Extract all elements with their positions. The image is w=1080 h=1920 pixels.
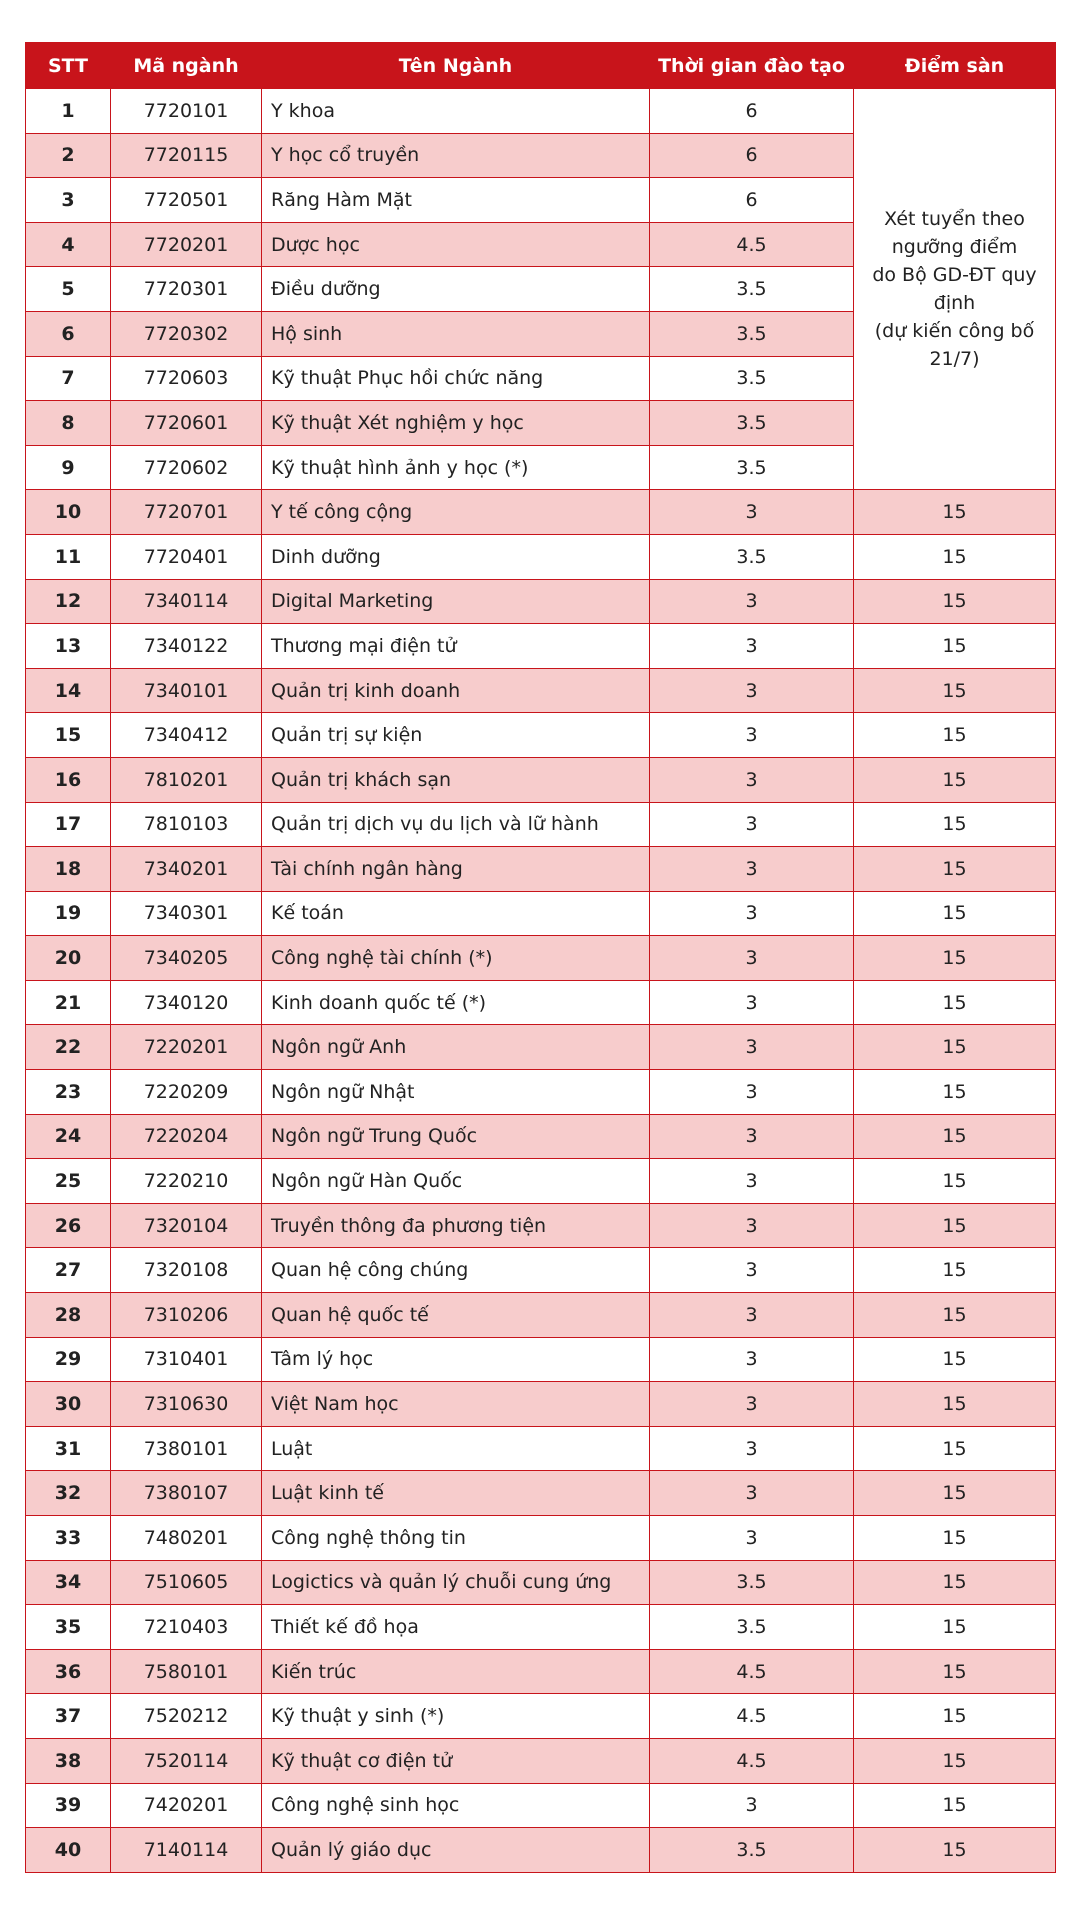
merged-diem-san-note (854, 89, 1056, 490)
cell-stt: 1 (26, 89, 111, 134)
cell-ma-nganh: 7320104 (111, 1203, 262, 1248)
cell-ten-nganh: Luật (262, 1426, 650, 1471)
cell-ten-nganh: Việt Nam học (262, 1382, 650, 1427)
table-row (26, 1337, 1056, 1382)
table-row (26, 1649, 1056, 1694)
cell-stt: 16 (26, 757, 111, 802)
cell-ten-nganh: Truyền thông đa phương tiện (262, 1203, 650, 1248)
cell-ma-nganh: 7340205 (111, 936, 262, 981)
cell-thoi-gian: 3.5 (650, 445, 854, 490)
cell-stt: 18 (26, 847, 111, 892)
cell-diem-san: 15 (854, 891, 1056, 936)
cell-stt: 13 (26, 624, 111, 669)
cell-thoi-gian: 3.5 (650, 267, 854, 312)
table-row (26, 1293, 1056, 1338)
note-line: (dự kiến công bố (874, 320, 1035, 343)
cell-thoi-gian: 3.5 (650, 311, 854, 356)
cell-thoi-gian: 3 (650, 1382, 854, 1427)
cell-stt: 29 (26, 1337, 111, 1382)
cell-thoi-gian: 3 (650, 936, 854, 981)
cell-diem-san: 15 (854, 1382, 1056, 1427)
cell-ten-nganh: Công nghệ tài chính (*) (262, 936, 650, 981)
cell-stt: 37 (26, 1694, 111, 1739)
cell-diem-san: 15 (854, 1694, 1056, 1739)
cell-stt: 19 (26, 891, 111, 936)
cell-ma-nganh: 7520212 (111, 1694, 262, 1739)
cell-thoi-gian: 3 (650, 980, 854, 1025)
cell-ten-nganh: Quan hệ công chúng (262, 1248, 650, 1293)
cell-stt: 33 (26, 1516, 111, 1561)
cell-thoi-gian: 3 (650, 1426, 854, 1471)
cell-ten-nganh: Hộ sinh (262, 311, 650, 356)
cell-thoi-gian: 3 (650, 802, 854, 847)
cell-ma-nganh: 7310630 (111, 1382, 262, 1427)
cell-stt: 28 (26, 1293, 111, 1338)
cell-stt: 30 (26, 1382, 111, 1427)
cell-ma-nganh: 7340122 (111, 624, 262, 669)
cell-ma-nganh: 7340114 (111, 579, 262, 624)
cell-stt: 14 (26, 668, 111, 713)
cell-ma-nganh: 7720602 (111, 445, 262, 490)
header-diem-san: Điểm sàn (854, 43, 1056, 89)
cell-ten-nganh: Kỹ thuật hình ảnh y học (*) (262, 445, 650, 490)
cell-thoi-gian: 3 (650, 1070, 854, 1115)
cell-ten-nganh: Logictics và quản lý chuỗi cung ứng (262, 1560, 650, 1605)
cell-stt: 35 (26, 1605, 111, 1650)
cell-ten-nganh: Quản trị sự kiện (262, 713, 650, 758)
cell-ten-nganh: Kế toán (262, 891, 650, 936)
cell-ten-nganh: Tâm lý học (262, 1337, 650, 1382)
table-row (26, 1070, 1056, 1115)
cell-diem-san: 15 (854, 757, 1056, 802)
cell-ma-nganh: 7720603 (111, 356, 262, 401)
cell-stt: 38 (26, 1738, 111, 1783)
table-row (26, 579, 1056, 624)
cell-ten-nganh: Kỹ thuật Phục hồi chức năng (262, 356, 650, 401)
cell-ma-nganh: 7510605 (111, 1560, 262, 1605)
header-thoi-gian: Thời gian đào tạo (650, 43, 854, 89)
cell-stt: 5 (26, 267, 111, 312)
cell-diem-san: 15 (854, 847, 1056, 892)
cell-ma-nganh: 7720701 (111, 490, 262, 535)
table-header (26, 43, 1056, 89)
cell-ma-nganh: 7340301 (111, 891, 262, 936)
cell-ma-nganh: 7720301 (111, 267, 262, 312)
cell-stt: 23 (26, 1070, 111, 1115)
cell-diem-san: 15 (854, 1025, 1056, 1070)
cell-ten-nganh: Luật kinh tế (262, 1471, 650, 1516)
cell-stt: 21 (26, 980, 111, 1025)
cell-stt: 17 (26, 802, 111, 847)
cell-ma-nganh: 7720201 (111, 222, 262, 267)
table-row (26, 1605, 1056, 1650)
cell-thoi-gian: 4.5 (650, 222, 854, 267)
cell-diem-san: 15 (854, 1783, 1056, 1828)
cell-thoi-gian: 3 (650, 1516, 854, 1561)
cell-ten-nganh: Kỹ thuật y sinh (*) (262, 1694, 650, 1739)
cell-ma-nganh: 7340201 (111, 847, 262, 892)
cell-stt: 34 (26, 1560, 111, 1605)
cell-diem-san: 15 (854, 1738, 1056, 1783)
cell-ma-nganh: 7310401 (111, 1337, 262, 1382)
cell-ten-nganh: Ngôn ngữ Anh (262, 1025, 650, 1070)
cell-stt: 6 (26, 311, 111, 356)
cell-ten-nganh: Dinh dưỡng (262, 534, 650, 579)
cell-thoi-gian: 4.5 (650, 1694, 854, 1739)
cell-ten-nganh: Quan hệ quốc tế (262, 1293, 650, 1338)
cell-thoi-gian: 3 (650, 490, 854, 535)
cell-ten-nganh: Y khoa (262, 89, 650, 134)
cell-stt: 3 (26, 178, 111, 223)
header-ma-nganh: Mã ngành (111, 43, 262, 89)
table-row (26, 980, 1056, 1025)
cell-ten-nganh: Quản lý giáo dục (262, 1828, 650, 1873)
cell-diem-san: 15 (854, 1649, 1056, 1694)
cell-diem-san: 15 (854, 1560, 1056, 1605)
cell-thoi-gian: 3 (650, 579, 854, 624)
cell-ten-nganh: Ngôn ngữ Trung Quốc (262, 1114, 650, 1159)
header-row (26, 43, 1056, 89)
cell-thoi-gian: 3.5 (650, 1560, 854, 1605)
table-row (26, 891, 1056, 936)
cell-thoi-gian: 3 (650, 1025, 854, 1070)
cell-thoi-gian: 3 (650, 713, 854, 758)
table-row (26, 1783, 1056, 1828)
cell-diem-san: 15 (854, 668, 1056, 713)
table-row (26, 1471, 1056, 1516)
cell-ma-nganh: 7210403 (111, 1605, 262, 1650)
cell-diem-san: 15 (854, 624, 1056, 669)
table-row (26, 1025, 1056, 1070)
cell-diem-san: 15 (854, 1471, 1056, 1516)
cell-ma-nganh: 7720302 (111, 311, 262, 356)
cell-thoi-gian: 3 (650, 757, 854, 802)
table-row (26, 757, 1056, 802)
header-ten-nganh: Tên Ngành (262, 43, 650, 89)
cell-diem-san: 15 (854, 1426, 1056, 1471)
admission-table (25, 42, 1056, 1873)
cell-stt: 12 (26, 579, 111, 624)
cell-ten-nganh: Dược học (262, 222, 650, 267)
cell-diem-san: 15 (854, 1114, 1056, 1159)
cell-ma-nganh: 7220201 (111, 1025, 262, 1070)
cell-thoi-gian: 3.5 (650, 401, 854, 446)
cell-ma-nganh: 7580101 (111, 1649, 262, 1694)
cell-stt: 36 (26, 1649, 111, 1694)
cell-thoi-gian: 3 (650, 1471, 854, 1516)
table-row (26, 1203, 1056, 1248)
cell-ma-nganh: 7810201 (111, 757, 262, 802)
table-row (26, 1516, 1056, 1561)
cell-ten-nganh: Điều dưỡng (262, 267, 650, 312)
cell-ma-nganh: 7140114 (111, 1828, 262, 1873)
table-row (26, 1248, 1056, 1293)
cell-diem-san: 15 (854, 1605, 1056, 1650)
cell-diem-san: 15 (854, 1070, 1056, 1115)
note-line: Xét tuyển theo (884, 208, 1025, 231)
cell-thoi-gian: 3 (650, 1203, 854, 1248)
cell-thoi-gian: 6 (650, 133, 854, 178)
cell-diem-san: 15 (854, 802, 1056, 847)
cell-ma-nganh: 7720601 (111, 401, 262, 446)
table-row (26, 802, 1056, 847)
cell-ma-nganh: 7220209 (111, 1070, 262, 1115)
cell-diem-san: 15 (854, 1248, 1056, 1293)
table-row (26, 936, 1056, 981)
cell-ten-nganh: Công nghệ thông tin (262, 1516, 650, 1561)
note-line: 21/7) (929, 348, 980, 371)
cell-stt: 10 (26, 490, 111, 535)
table-row (26, 1426, 1056, 1471)
cell-ma-nganh: 7380101 (111, 1426, 262, 1471)
cell-thoi-gian: 6 (650, 178, 854, 223)
cell-stt: 2 (26, 133, 111, 178)
cell-stt: 15 (26, 713, 111, 758)
cell-thoi-gian: 3.5 (650, 1828, 854, 1873)
cell-stt: 31 (26, 1426, 111, 1471)
cell-ma-nganh: 7810103 (111, 802, 262, 847)
table-row (26, 1694, 1056, 1739)
cell-stt: 9 (26, 445, 111, 490)
cell-ten-nganh: Tài chính ngân hàng (262, 847, 650, 892)
cell-ten-nganh: Quản trị dịch vụ du lịch và lữ hành (262, 802, 650, 847)
admission-table-container (25, 42, 1055, 1873)
cell-thoi-gian: 4.5 (650, 1649, 854, 1694)
table-row (26, 1159, 1056, 1204)
cell-stt: 8 (26, 401, 111, 446)
cell-thoi-gian: 4.5 (650, 1738, 854, 1783)
cell-ten-nganh: Kỹ thuật cơ điện tử (262, 1738, 650, 1783)
cell-ten-nganh: Kiến trúc (262, 1649, 650, 1694)
cell-thoi-gian: 3.5 (650, 534, 854, 579)
cell-diem-san: 15 (854, 936, 1056, 981)
cell-diem-san: 15 (854, 1516, 1056, 1561)
cell-thoi-gian: 3 (650, 891, 854, 936)
cell-thoi-gian: 3 (650, 1783, 854, 1828)
cell-stt: 40 (26, 1828, 111, 1873)
table-row (26, 668, 1056, 713)
cell-ten-nganh: Răng Hàm Mặt (262, 178, 650, 223)
cell-diem-san: 15 (854, 579, 1056, 624)
cell-stt: 26 (26, 1203, 111, 1248)
table-row (26, 1828, 1056, 1873)
cell-thoi-gian: 3 (650, 1248, 854, 1293)
cell-ma-nganh: 7220204 (111, 1114, 262, 1159)
cell-ten-nganh: Ngôn ngữ Hàn Quốc (262, 1159, 650, 1204)
cell-ma-nganh: 7340120 (111, 980, 262, 1025)
cell-ma-nganh: 7220210 (111, 1159, 262, 1204)
cell-thoi-gian: 3 (650, 668, 854, 713)
cell-thoi-gian: 3 (650, 1293, 854, 1338)
note-line: định (933, 292, 976, 315)
cell-diem-san: 15 (854, 1337, 1056, 1382)
cell-ma-nganh: 7340412 (111, 713, 262, 758)
cell-diem-san: 15 (854, 490, 1056, 535)
cell-diem-san: 15 (854, 1203, 1056, 1248)
cell-stt: 39 (26, 1783, 111, 1828)
cell-ten-nganh: Digital Marketing (262, 579, 650, 624)
cell-thoi-gian: 3 (650, 847, 854, 892)
cell-thoi-gian: 3 (650, 1114, 854, 1159)
cell-ten-nganh: Công nghệ sinh học (262, 1783, 650, 1828)
cell-ten-nganh: Y học cổ truyền (262, 133, 650, 178)
cell-ma-nganh: 7720101 (111, 89, 262, 134)
cell-thoi-gian: 3 (650, 1159, 854, 1204)
cell-thoi-gian: 3 (650, 624, 854, 669)
cell-diem-san: 15 (854, 1159, 1056, 1204)
cell-diem-san: 15 (854, 534, 1056, 579)
cell-thoi-gian: 6 (650, 89, 854, 134)
cell-ten-nganh: Y tế công cộng (262, 490, 650, 535)
cell-ten-nganh: Thương mại điện tử (262, 624, 650, 669)
cell-diem-san: 15 (854, 1293, 1056, 1338)
cell-ten-nganh: Ngôn ngữ Nhật (262, 1070, 650, 1115)
cell-stt: 24 (26, 1114, 111, 1159)
cell-ma-nganh: 7420201 (111, 1783, 262, 1828)
table-row (26, 713, 1056, 758)
cell-stt: 25 (26, 1159, 111, 1204)
table-row (26, 1382, 1056, 1427)
cell-ma-nganh: 7320108 (111, 1248, 262, 1293)
cell-ma-nganh: 7720115 (111, 133, 262, 178)
table-row (26, 1738, 1056, 1783)
cell-diem-san: 15 (854, 713, 1056, 758)
cell-stt: 22 (26, 1025, 111, 1070)
note-line: do Bộ GD-ĐT quy (872, 264, 1037, 287)
table-row (26, 624, 1056, 669)
table-row (26, 1114, 1056, 1159)
cell-stt: 32 (26, 1471, 111, 1516)
cell-thoi-gian: 3 (650, 1337, 854, 1382)
cell-stt: 27 (26, 1248, 111, 1293)
table-body (26, 89, 1056, 1873)
table-row (26, 490, 1056, 535)
cell-stt: 7 (26, 356, 111, 401)
cell-ten-nganh: Quản trị khách sạn (262, 757, 650, 802)
header-stt: STT (26, 43, 111, 89)
cell-ma-nganh: 7480201 (111, 1516, 262, 1561)
table-row (26, 534, 1056, 579)
cell-ma-nganh: 7720501 (111, 178, 262, 223)
cell-ten-nganh: Kinh doanh quốc tế (*) (262, 980, 650, 1025)
cell-ma-nganh: 7720401 (111, 534, 262, 579)
table-row (26, 847, 1056, 892)
cell-ma-nganh: 7520114 (111, 1738, 262, 1783)
cell-ma-nganh: 7310206 (111, 1293, 262, 1338)
table-row (26, 89, 1056, 134)
cell-ten-nganh: Thiết kế đồ họa (262, 1605, 650, 1650)
cell-ten-nganh: Quản trị kinh doanh (262, 668, 650, 713)
cell-thoi-gian: 3.5 (650, 1605, 854, 1650)
cell-ten-nganh: Kỹ thuật Xét nghiệm y học (262, 401, 650, 446)
note-line: ngưỡng điểm (891, 236, 1018, 259)
cell-ma-nganh: 7340101 (111, 668, 262, 713)
table-row (26, 1560, 1056, 1605)
cell-diem-san: 15 (854, 1828, 1056, 1873)
cell-stt: 4 (26, 222, 111, 267)
cell-stt: 11 (26, 534, 111, 579)
cell-stt: 20 (26, 936, 111, 981)
cell-thoi-gian: 3.5 (650, 356, 854, 401)
cell-diem-san: 15 (854, 980, 1056, 1025)
cell-ma-nganh: 7380107 (111, 1471, 262, 1516)
